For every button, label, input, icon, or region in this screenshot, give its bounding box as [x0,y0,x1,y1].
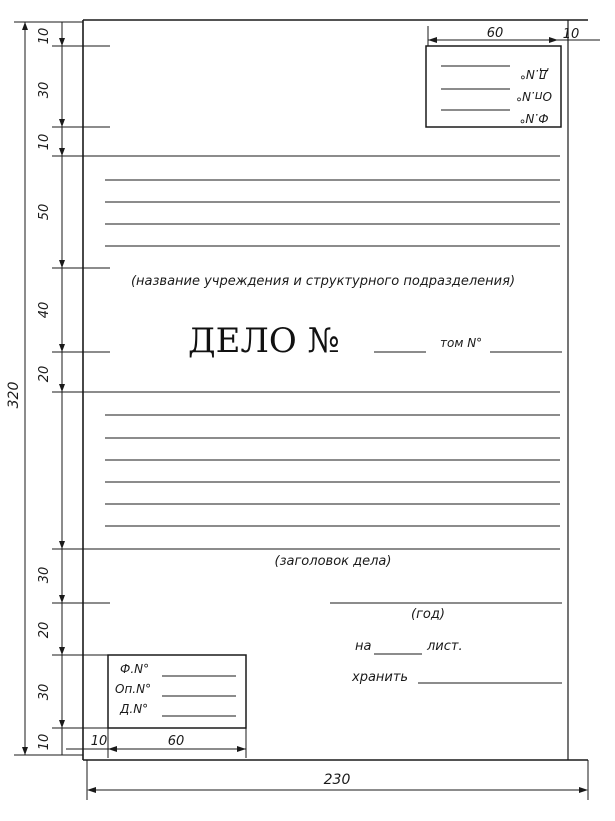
case-title: ДЕЛО № [188,321,340,361]
dim-bottom-box-margin: 10 [90,734,108,749]
bottom-box-row-3: Д.N° [120,702,149,716]
top-box-lines [441,66,510,110]
dim-left-2: 30 [37,81,52,99]
dim-left-5: 40 [37,301,52,319]
dim-left-1: 10 [37,27,52,45]
top-box-row-2: Оп.N° [515,89,553,103]
volume-label: том N° [440,336,483,350]
dim-left-8: 20 [37,621,52,639]
dim-top-box-margin: 10 [562,27,580,42]
dim-left-6: 20 [37,365,52,383]
sheets-prefix: на [355,639,372,654]
dim-left-7: 30 [37,566,52,584]
top-box-row-1: Д.N° [519,67,549,81]
dim-left-3: 10 [37,133,52,151]
page-frame [83,20,588,760]
institution-caption: (название учреждения и структурного подразделения) [130,274,516,289]
institution-lines [105,156,560,246]
bottom-box-row-2: Оп.N° [115,682,152,696]
bottom-box-lines [162,676,236,716]
case-heading-caption: (заголовок дела) [274,554,392,569]
dim-total-width: 230 [323,772,351,788]
dim-left-9: 30 [37,683,52,701]
dim-total-height: 320 [6,381,22,409]
sheets-suffix: лист. [427,639,463,654]
dim-left-10: 10 [37,733,52,751]
dim-left-4: 50 [37,203,52,221]
top-box-row-3: Ф.N° [519,111,549,125]
left-dimension-chain [14,22,83,755]
year-caption: (год) [411,607,445,622]
dim-top-box-width: 60 [486,26,504,41]
bottom-box-row-1: Ф.N° [120,662,150,676]
left-dimension-arrows [22,22,65,755]
case-heading-lines [105,392,560,549]
dim-bottom-box-width: 60 [167,734,185,749]
keep-label: хранить [352,670,409,685]
